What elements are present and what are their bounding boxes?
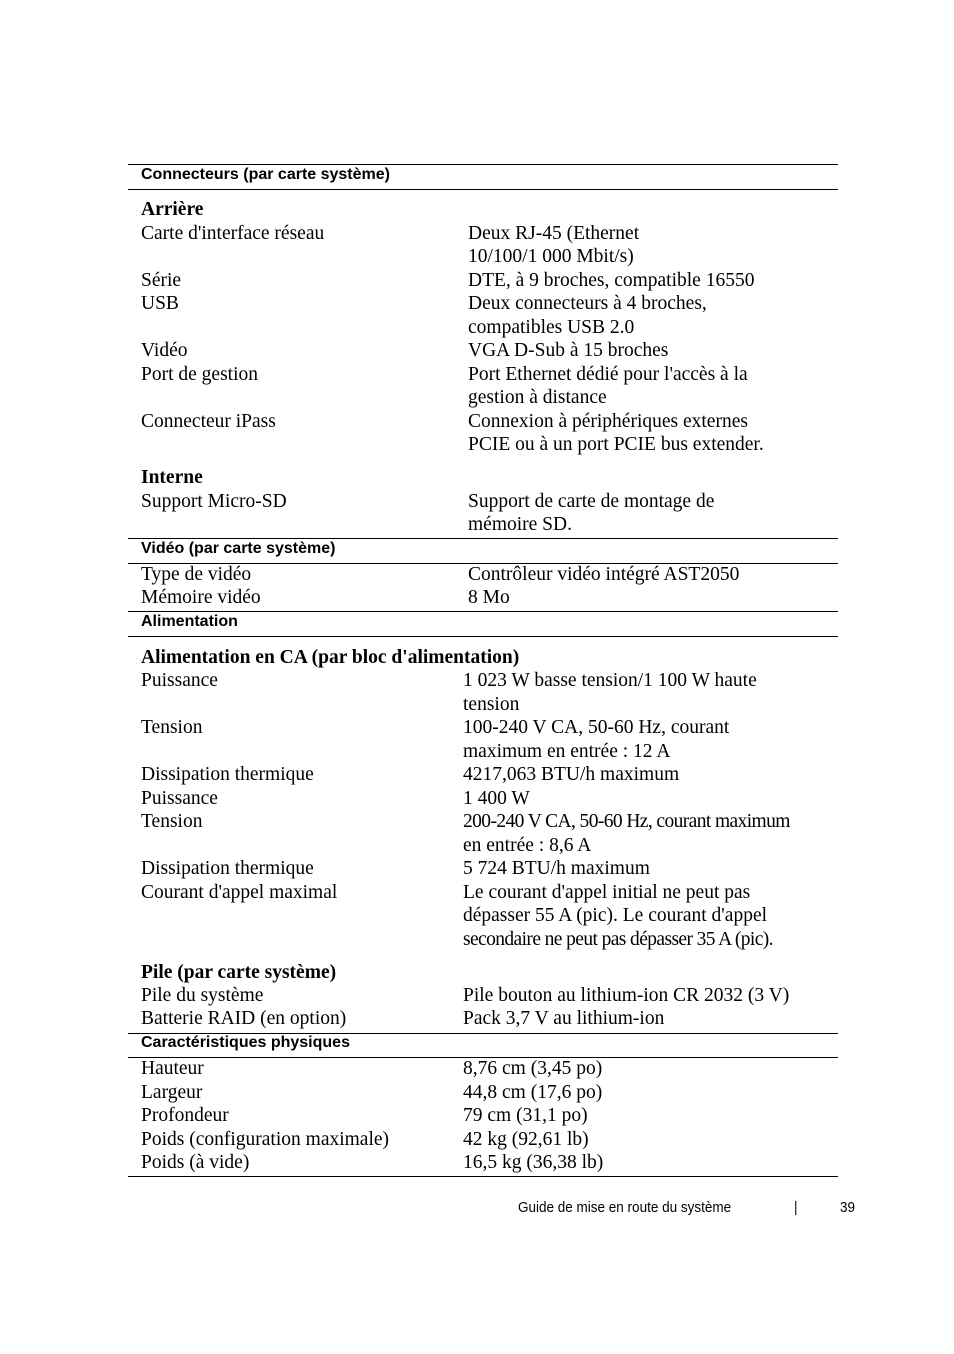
spec-value: Pile bouton au lithium-ion CR 2032 (3 V) <box>463 985 790 1006</box>
spec-value: 1 023 W basse tension/1 100 W haute <box>463 670 757 691</box>
spec-label: Type de vidéo <box>141 564 252 585</box>
spec-label: Poids (configuration maximale) <box>141 1129 390 1150</box>
subheading-interne: Interne <box>141 467 203 488</box>
spec-value: 16,5 kg (36,38 lb) <box>463 1152 604 1173</box>
spec-label: USB <box>141 293 179 314</box>
spec-value: 4217,063 BTU/h maximum <box>463 764 680 785</box>
spec-value: 5 724 BTU/h maximum <box>463 858 650 879</box>
spec-label: Tension <box>141 811 203 832</box>
spec-value: 79 cm (31,1 po) <box>463 1105 588 1126</box>
spec-label: Hauteur <box>141 1058 204 1079</box>
spec-label: Puissance <box>141 788 218 809</box>
spec-label: Largeur <box>141 1082 203 1103</box>
spec-label: Carte d'interface réseau <box>141 223 325 244</box>
section-heading-alimentation: Alimentation <box>141 613 238 630</box>
spec-value: mémoire SD. <box>468 514 572 535</box>
footer-title: Guide de mise en route du système <box>518 1199 732 1216</box>
section-rule-bottom <box>128 189 838 190</box>
spec-label: Dissipation thermique <box>141 858 314 879</box>
spec-value: Port Ethernet dédié pour l'accès à la <box>468 364 748 385</box>
spec-label: Connecteur iPass <box>141 411 276 432</box>
spec-value: PCIE ou à un port PCIE bus extender. <box>468 434 764 455</box>
spec-label: Puissance <box>141 670 218 691</box>
spec-value: dépasser 55 A (pic). Le courant d'appel <box>463 905 768 926</box>
spec-label: Tension <box>141 717 203 738</box>
spec-label: Pile du système <box>141 985 264 1006</box>
spec-value: 42 kg (92,61 lb) <box>463 1129 589 1150</box>
spec-value: DTE, à 9 broches, compatible 16550 <box>468 270 755 291</box>
spec-value: 8 Mo <box>468 587 510 608</box>
spec-value: 44,8 cm (17,6 po) <box>463 1082 603 1103</box>
spec-value: Connexion à périphériques externes <box>468 411 748 432</box>
spec-value: Support de carte de montage de <box>468 491 715 512</box>
spec-value: compatibles USB 2.0 <box>468 317 635 338</box>
spec-label: Vidéo <box>141 340 188 361</box>
spec-value: 200-240 V CA, 50-60 Hz, courant maximum <box>463 811 790 832</box>
spec-value: Contrôleur vidéo intégré AST2050 <box>468 564 740 585</box>
section-heading-physiques: Caractéristiques physiques <box>141 1034 350 1051</box>
spec-value: gestion à distance <box>468 387 607 408</box>
spec-value: VGA D-Sub à 15 broches <box>468 340 669 361</box>
spec-value: Pack 3,7 V au lithium-ion <box>463 1008 665 1029</box>
spec-label: Dissipation thermique <box>141 764 314 785</box>
spec-value: tension <box>463 694 520 715</box>
spec-value: secondaire ne peut pas dépasser 35 A (pic). <box>463 929 773 950</box>
footer-separator: | <box>794 1199 798 1216</box>
spec-value: Deux RJ-45 (Ethernet <box>468 223 640 244</box>
subheading-alimentation-ca: Alimentation en CA (par bloc d'alimentation) <box>141 647 520 668</box>
spec-label: Support Micro-SD <box>141 491 287 512</box>
spec-value: 100-240 V CA, 50-60 Hz, courant <box>463 717 730 738</box>
spec-value: 1 400 W <box>463 788 530 809</box>
spec-label: Batterie RAID (en option) <box>141 1008 347 1029</box>
spec-label: Courant d'appel maximal <box>141 882 338 903</box>
section-heading-connecteurs: Connecteurs (par carte système) <box>141 166 390 183</box>
spec-value: Le courant d'appel initial ne peut pas <box>463 882 751 903</box>
table-bottom-rule <box>128 1176 838 1177</box>
spec-value: 8,76 cm (3,45 po) <box>463 1058 603 1079</box>
spec-value: 10/100/1 000 Mbit/s) <box>468 246 634 267</box>
spec-label: Profondeur <box>141 1105 229 1126</box>
spec-label: Port de gestion <box>141 364 258 385</box>
spec-value: Deux connecteurs à 4 broches, <box>468 293 707 314</box>
section-rule-bottom <box>128 636 838 637</box>
spec-value: maximum en entrée : 12 A <box>463 741 671 762</box>
section-heading-video: Vidéo (par carte système) <box>141 540 336 557</box>
subheading-pile: Pile (par carte système) <box>141 962 337 983</box>
subheading-arriere: Arrière <box>141 199 204 220</box>
page-number: 39 <box>840 1199 856 1216</box>
spec-label: Série <box>141 270 182 291</box>
spec-value: en entrée : 8,6 A <box>463 835 592 856</box>
spec-label: Poids (à vide) <box>141 1152 250 1173</box>
spec-label: Mémoire vidéo <box>141 587 261 608</box>
